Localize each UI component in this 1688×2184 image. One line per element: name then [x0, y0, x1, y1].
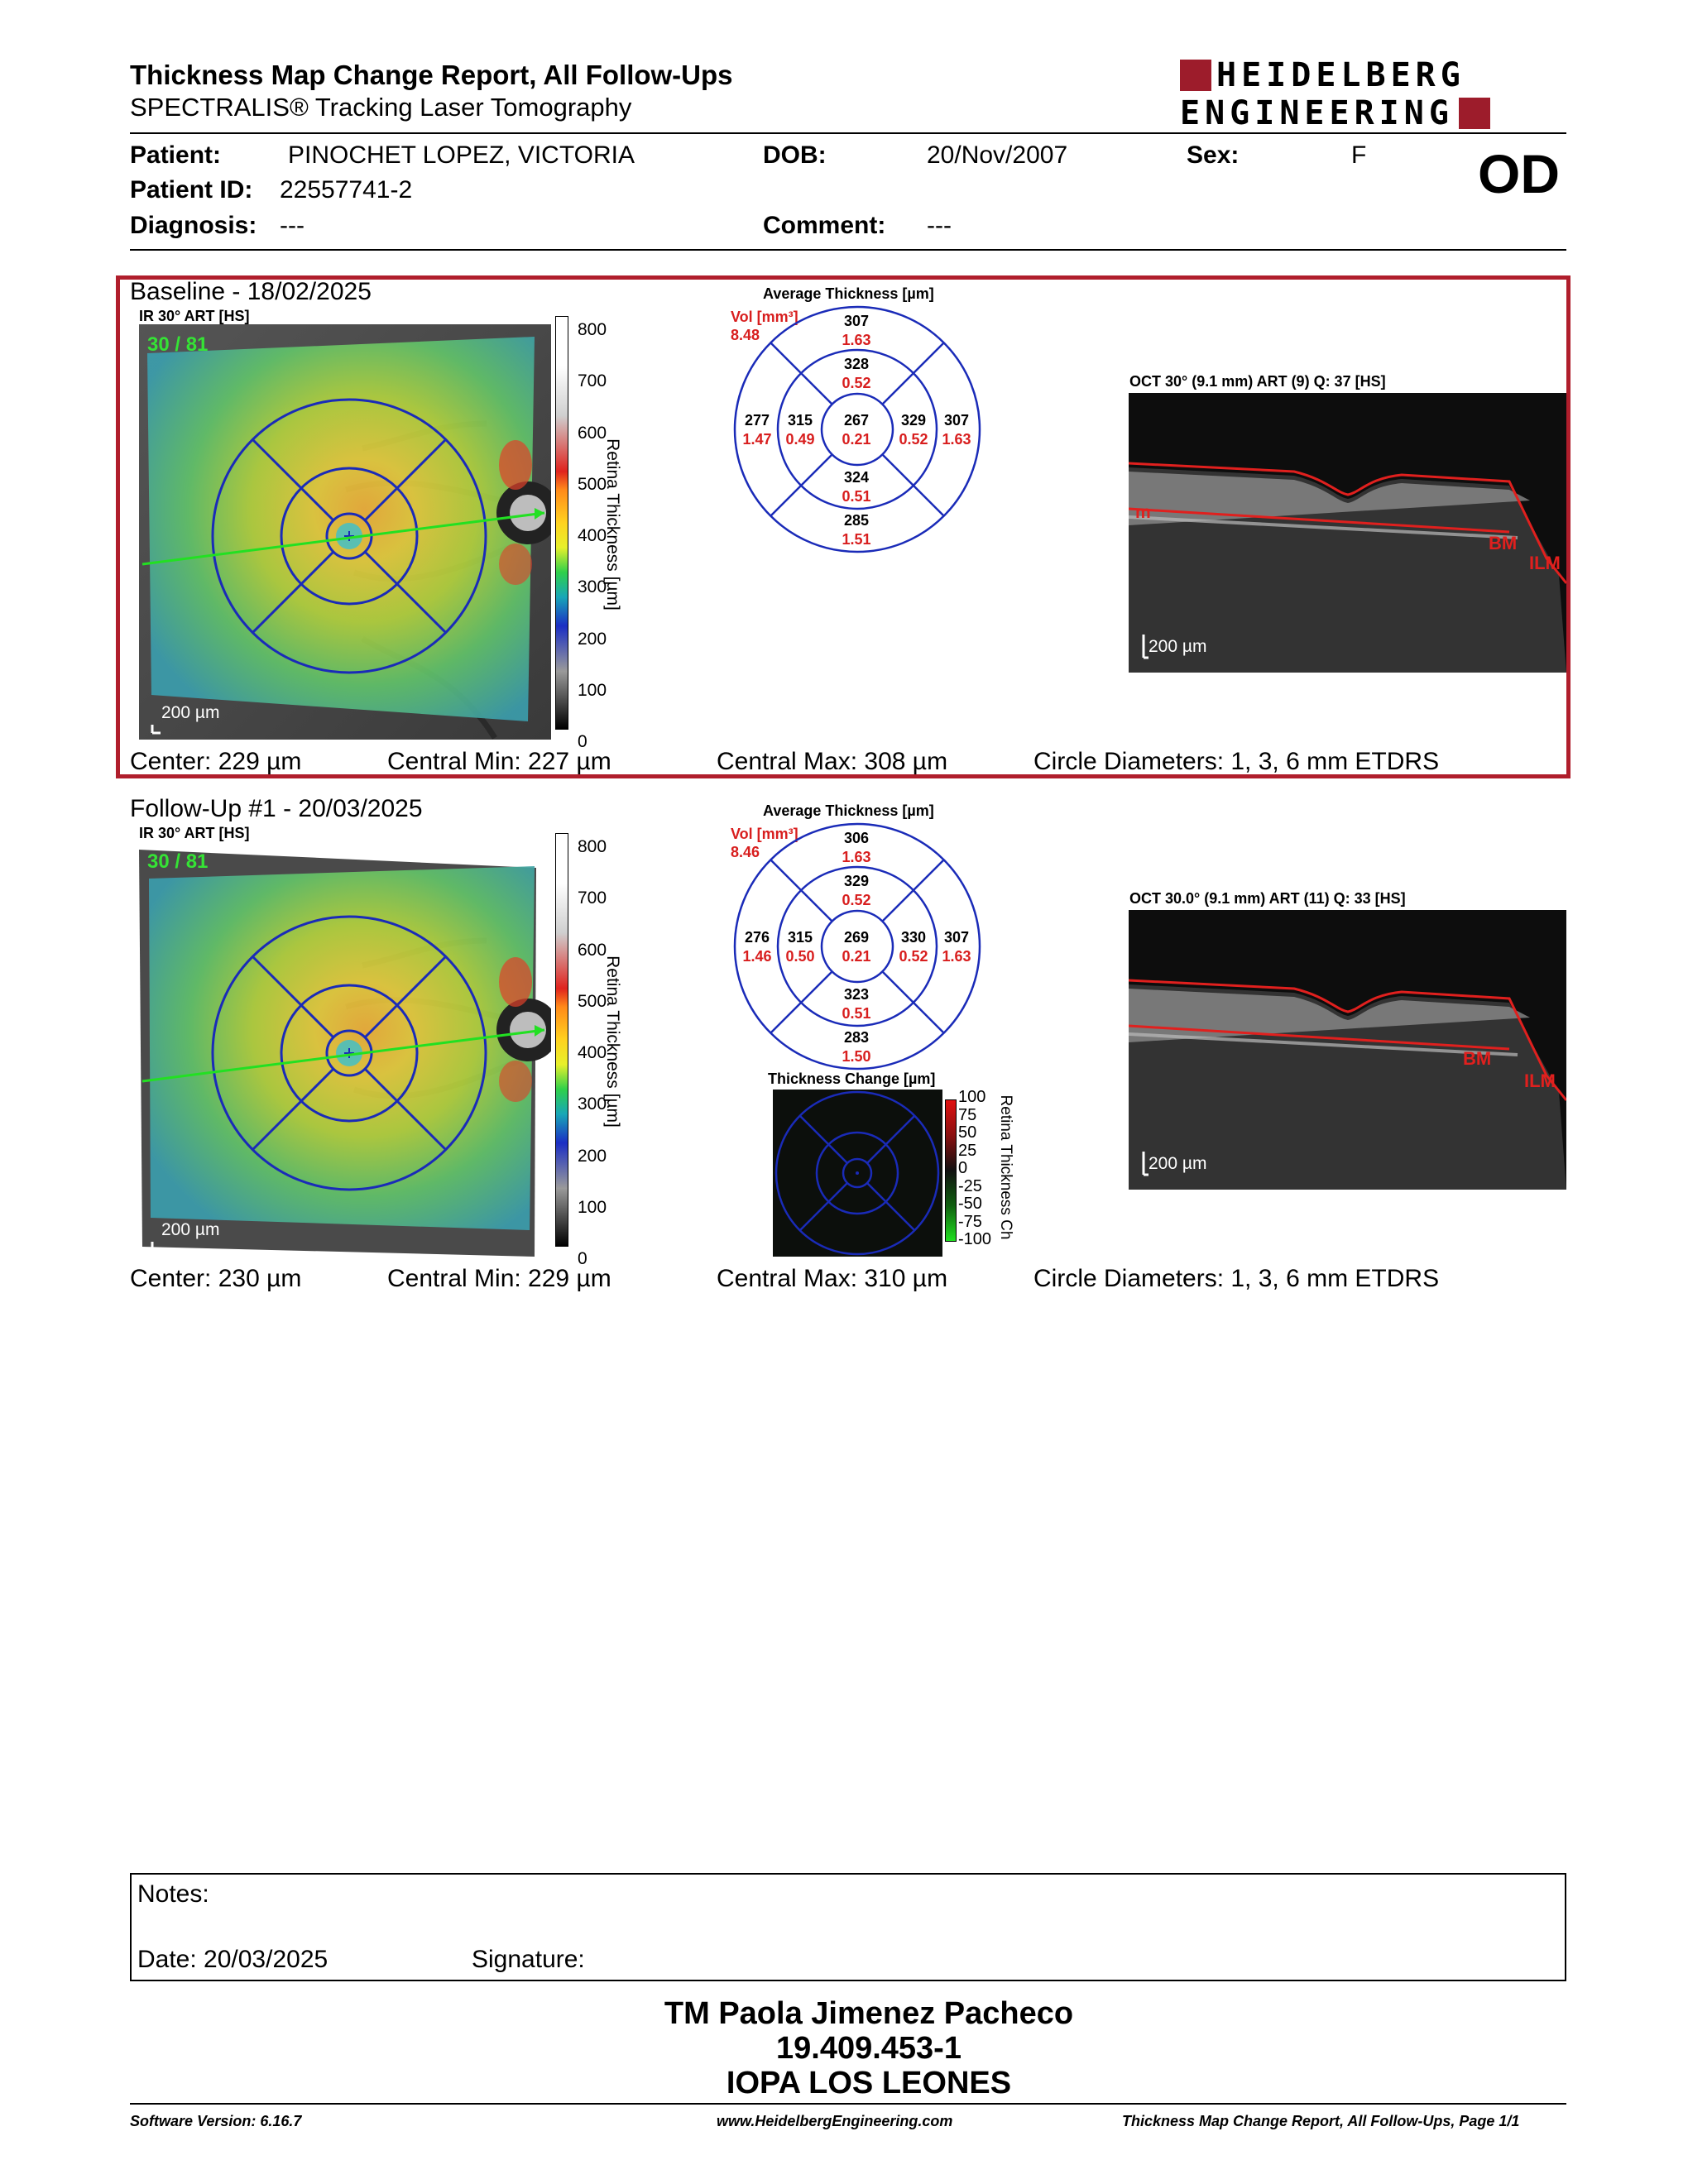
colorbar-tick: 800: [578, 320, 607, 339]
thickness-map-fundus: [139, 324, 551, 740]
ir-label: IR 30° ART [HS]: [139, 825, 250, 841]
etdrs-center: [827, 928, 885, 966]
logo-line1: HEIDELBERG: [1216, 56, 1465, 94]
colorbar-tick: 500: [578, 474, 607, 494]
comment-value: ---: [927, 212, 952, 239]
logo-square-icon: [1180, 60, 1211, 91]
stat-center: Center: 230 µm: [130, 1265, 302, 1292]
patient-name-label: Patient:: [130, 141, 222, 169]
website-link[interactable]: www.HeidelbergEngineering.com: [717, 2113, 953, 2129]
colorbar-label: Retina Thickness [µm]: [603, 438, 622, 611]
colorbar-tick: 600: [578, 423, 607, 443]
etdrs-inner-sup: [827, 872, 885, 910]
thickness-map-fundus: [139, 841, 551, 1257]
stat-circle-diameters: Circle Diameters: 1, 3, 6 mm ETDRS: [1033, 1265, 1440, 1292]
signature-name: TM Paola Jimenez Pacheco: [664, 1996, 1074, 2031]
patient-name: PINOCHET LOPEZ, VICTORIA: [288, 141, 635, 169]
stat-central-max: Central Max: 308 µm: [717, 748, 948, 775]
etdrs-inner-inf: [827, 985, 885, 1023]
etdrs-volume: 1.63: [842, 332, 871, 348]
change-tick: -100: [958, 1230, 992, 1248]
etdrs-volume: 1.63: [942, 948, 971, 965]
colorbar-tick: 100: [578, 1198, 607, 1218]
colorbar-tick: 0: [578, 732, 587, 752]
report-title: Thickness Map Change Report, All Follow-Ups: [130, 60, 733, 90]
baseline-title: Baseline - 18/02/2025: [130, 278, 372, 305]
etdrs-volume: 0.51: [842, 1005, 871, 1022]
etdrs-inner-inf: [827, 468, 885, 506]
stat-central-min: Central Min: 227 µm: [387, 748, 611, 775]
fundus-scale-bar: 200 µm: [161, 703, 220, 722]
etdrs-thickness: 277: [744, 412, 770, 429]
etdrs-thickness: 283: [843, 1029, 870, 1046]
report-subtitle: SPECTRALIS® Tracking Laser Tomography: [130, 93, 632, 122]
stat-circle-diameters: Circle Diameters: 1, 3, 6 mm ETDRS: [1033, 748, 1440, 775]
colorbar-tick: 600: [578, 940, 607, 960]
dob-value: 20/Nov/2007: [927, 141, 1068, 169]
colorbar-tick: 400: [578, 1043, 607, 1063]
change-tick: 0: [958, 1159, 968, 1177]
signature-institution: IOPA LOS LEONES: [726, 2066, 1012, 2100]
etdrs-thickness: 307: [943, 412, 970, 429]
date-label: Date: 20/03/2025: [137, 1946, 328, 1973]
oct-scale-bar: 200 µm: [1149, 637, 1207, 656]
etdrs-volume: 0.52: [899, 948, 928, 965]
ir-frame-counter: 30 / 81: [147, 333, 209, 356]
dob-label: DOB:: [763, 141, 827, 169]
etdrs-thickness: 330: [900, 929, 927, 946]
etdrs-title: Average Thickness [µm]: [763, 802, 934, 819]
diagnosis-label: Diagnosis:: [130, 212, 257, 239]
vol-label: Vol [mm³]: [731, 309, 798, 325]
etdrs-thickness: 307: [943, 929, 970, 946]
colorbar-label: Retina Thickness [µm]: [603, 956, 622, 1128]
colorbar-tick: 400: [578, 526, 607, 546]
etdrs-volume: 0.51: [842, 488, 871, 505]
etdrs-thickness: 328: [843, 356, 870, 372]
oct-label: OCT 30.0° (9.1 mm) ART (11) Q: 33 [HS]: [1129, 890, 1406, 907]
change-tick: -75: [958, 1212, 982, 1231]
etdrs-thickness: 329: [900, 412, 927, 429]
etdrs-volume: 1.51: [842, 531, 871, 548]
colorbar-tick: 0: [578, 1249, 587, 1269]
fundus-scale-bar: 200 µm: [161, 1220, 220, 1239]
etdrs-volume: 1.50: [842, 1048, 871, 1065]
change-colorbar: [945, 1099, 957, 1242]
oct-scale-bar: 200 µm: [1149, 1154, 1207, 1173]
colorbar-tick: 300: [578, 1094, 607, 1114]
etdrs-title: Average Thickness [µm]: [763, 285, 934, 302]
header-divider: [130, 132, 1566, 134]
oct-label: OCT 30° (9.1 mm) ART (9) Q: 37 [HS]: [1129, 373, 1386, 390]
etdrs-volume: 0.50: [785, 948, 815, 965]
software-version: Software Version: 6.16.7: [130, 2113, 302, 2129]
stat-central-max: Central Max: 310 µm: [717, 1265, 948, 1292]
diagnosis-value: ---: [280, 212, 305, 239]
etdrs-volume: 1.47: [742, 431, 772, 448]
patient-id: 22557741-2: [280, 176, 413, 204]
change-colorbar-ticks: [958, 1089, 991, 1249]
etdrs-thickness: 307: [843, 313, 870, 329]
change-tick: 100: [958, 1088, 986, 1106]
etdrs-outer-sup: [827, 829, 885, 867]
etdrs-outer-nas: [928, 411, 985, 449]
etdrs-thickness: 267: [843, 412, 870, 429]
change-tick: 25: [958, 1141, 977, 1160]
colorbar-tick: 200: [578, 1146, 607, 1166]
logo-line2: ENGINEERING: [1180, 94, 1454, 132]
oct-bm-tag: BM: [1463, 1048, 1492, 1069]
etdrs-volume: 1.46: [742, 948, 772, 965]
thickness-colorbar: [555, 833, 568, 1247]
etdrs-thickness: 315: [787, 929, 813, 946]
change-tick: 75: [958, 1105, 977, 1124]
etdrs-thickness: 315: [787, 412, 813, 429]
thickness-colorbar: [555, 316, 568, 730]
vol-total: 8.46: [731, 844, 760, 860]
sex-value: F: [1351, 141, 1367, 169]
oct-ilm-tag: ILM: [1529, 553, 1561, 573]
change-tick: -50: [958, 1195, 982, 1213]
etdrs-thickness: 269: [843, 929, 870, 946]
etdrs-volume: 0.52: [842, 892, 871, 908]
heidelberg-logo: [1180, 58, 1562, 132]
comment-label: Comment:: [763, 212, 886, 239]
etdrs-volume: 1.63: [942, 431, 971, 448]
signature-id: 19.409.453-1: [776, 2031, 961, 2066]
etdrs-outer-nas: [928, 928, 985, 966]
change-colorbar-label: Retina Thickness Ch: [997, 1094, 1014, 1240]
sex-label: Sex:: [1187, 141, 1240, 169]
notes-label: Notes:: [137, 1880, 209, 1908]
etdrs-thickness: 324: [843, 469, 870, 486]
change-tick: 50: [958, 1123, 977, 1142]
ir-label: IR 30° ART [HS]: [139, 308, 250, 324]
change-tick: -25: [958, 1176, 982, 1195]
eye-indicator: OD: [1478, 143, 1560, 204]
oct-extra-tag: m: [1135, 503, 1151, 522]
etdrs-center: [827, 411, 885, 449]
patient-divider: [130, 249, 1566, 251]
etdrs-volume: 0.52: [899, 431, 928, 448]
etdrs-inner-tmp: [771, 411, 829, 449]
colorbar-tick: 700: [578, 371, 607, 391]
oct-bscan: [1129, 910, 1566, 1190]
etdrs-outer-inf: [827, 511, 885, 549]
stat-central-min: Central Min: 229 µm: [387, 1265, 611, 1292]
thickness-change-map: [773, 1090, 942, 1257]
oct-bm-tag: BM: [1489, 533, 1518, 553]
etdrs-outer-inf: [827, 1028, 885, 1066]
vol-total: 8.48: [731, 327, 760, 343]
etdrs-volume: 0.21: [842, 948, 871, 965]
colorbar-tick: 800: [578, 837, 607, 856]
etdrs-outer-sup: [827, 312, 885, 350]
oct-ilm-tag: ILM: [1524, 1070, 1556, 1091]
etdrs-thickness: 323: [843, 986, 870, 1003]
colorbar-tick: 700: [578, 888, 607, 908]
etdrs-volume: 0.21: [842, 431, 871, 448]
footer-divider: [130, 2103, 1566, 2105]
etdrs-thickness: 306: [843, 830, 870, 846]
followup-title: Follow-Up #1 - 20/03/2025: [130, 795, 423, 822]
etdrs-thickness: 329: [843, 873, 870, 889]
etdrs-volume: 0.49: [785, 431, 815, 448]
etdrs-inner-tmp: [771, 928, 829, 966]
etdrs-thickness: 285: [843, 512, 870, 529]
patient-id-label: Patient ID:: [130, 176, 253, 204]
ir-frame-counter: 30 / 81: [147, 850, 209, 873]
notes-box[interactable]: [130, 1873, 1566, 1981]
signature-label: Signature:: [472, 1946, 585, 1973]
vol-label: Vol [mm³]: [731, 826, 798, 842]
etdrs-thickness: 276: [744, 929, 770, 946]
etdrs-volume: 1.63: [842, 849, 871, 865]
colorbar-tick: 300: [578, 577, 607, 597]
colorbar-tick: 100: [578, 681, 607, 701]
etdrs-volume: 0.52: [842, 375, 871, 391]
etdrs-inner-sup: [827, 355, 885, 393]
colorbar-tick: 500: [578, 991, 607, 1011]
change-map-title: Thickness Change [µm]: [768, 1070, 936, 1087]
page-indicator: Thickness Map Change Report, All Follow-Ups, Page 1/1: [1122, 2113, 1520, 2129]
stat-center: Center: 229 µm: [130, 748, 302, 775]
colorbar-tick: 200: [578, 629, 607, 649]
logo-square-icon: [1459, 98, 1490, 129]
